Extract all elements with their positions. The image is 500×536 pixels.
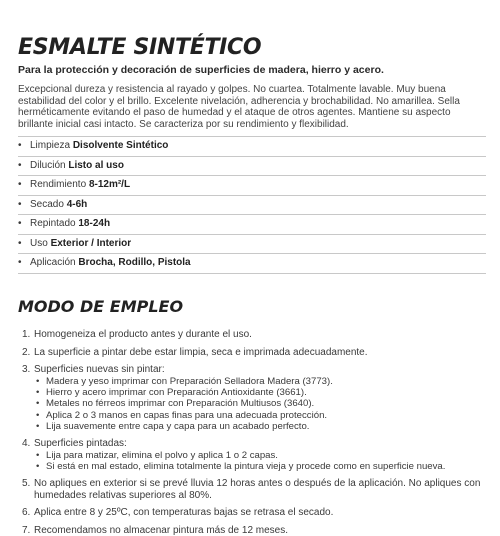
spec-row-aplicacion [18, 253, 486, 274]
step-number: 5. [22, 477, 31, 489]
spec-row-limpieza [18, 136, 486, 156]
usage-title: MODO DE EMPLEO [18, 296, 184, 316]
bullet-icon: • [18, 257, 22, 269]
spec-label: Repintado [30, 218, 76, 230]
spec-value: Brocha, Rodillo, Pistola [78, 257, 191, 269]
spec-row-rendimiento [18, 175, 486, 195]
usage-step [18, 329, 486, 341]
spec-row-repintado [18, 214, 486, 234]
step-number: 6. [22, 507, 31, 519]
step-text: La superficie a pintar debe estar limpia, seca e imprimada adecuadamente. [34, 346, 368, 358]
bullet-icon: • [18, 218, 22, 230]
spec-label: Uso [30, 237, 48, 249]
spec-row-dilucion [18, 156, 486, 176]
product-subtitle: Para la protección y decoración de superficies de madera, hierro y acero. [18, 64, 384, 76]
spec-value: Listo al uso [68, 159, 124, 171]
step-number: 4. [22, 437, 31, 449]
sub-item: • Hierro y acero imprimar con Preparación Antioxidante (3661). [36, 387, 486, 398]
usage-step [18, 438, 486, 472]
bullet-icon: • [18, 140, 22, 152]
bullet-icon: • [18, 237, 22, 249]
spec-label: Dilución [30, 159, 66, 171]
spec-row-secado [18, 195, 486, 215]
usage-step [18, 525, 486, 536]
usage-step [18, 478, 486, 501]
spec-row-uso [18, 234, 486, 254]
bullet-icon: • [18, 159, 22, 171]
sub-item: • Lija para matizar, elimina el polvo y aplica 1 o 2 capas. [36, 450, 486, 461]
spec-label: Rendimiento [30, 179, 87, 191]
step-sublist [34, 450, 486, 472]
product-title: ESMALTE SINTÉTICO [18, 35, 262, 60]
spec-value: 18-24h [78, 218, 111, 230]
spec-label: Limpieza [30, 140, 71, 152]
step-number: 3. [22, 364, 31, 376]
spec-value: 4-6h [66, 198, 88, 210]
step-sublist [34, 376, 486, 432]
sub-item: • Si está en mal estado, elimina totalmente la pintura vieja y procede como en superficie nueva. [36, 461, 486, 472]
step-text: No apliques en exterior si se prevé lluvia 12 horas antes o después de la aplicación. No apliques con humedades relativas superiores al 80%. [34, 477, 481, 501]
step-text: Aplica entre 8 y 25ºC, con temperaturas bajas se retrasa el secado. [34, 507, 334, 519]
step-number: 7. [22, 524, 31, 536]
product-description: Excepcional dureza y resistencia al rayado y golpes. No cuartea. Totalmente lavable. Muy buena estabilidad del color y el brillo. Excelente nivelación, adherencia y brochabilidad. No amarillea. Sella herméticamente evitando el paso de humedad y el ataque de otros agentes. Mantiene su aspecto brillante inicial casi intacto. Se caracteriza por su rendimiento y flexibilidad. [18, 84, 460, 130]
spec-value: Exterior / Interior [50, 237, 132, 249]
sub-item: • Lija suavemente entre capa y capa para un acabado perfecto. [36, 421, 486, 432]
step-number: 2. [22, 346, 31, 358]
usage-step [18, 364, 486, 432]
spec-value: Disolvente Sintético [72, 140, 169, 152]
bullet-icon: • [18, 179, 22, 191]
spec-value: 8-12m²/L [88, 179, 131, 191]
step-number: 1. [22, 329, 31, 341]
sub-item: • Madera y yeso imprimar con Preparación Selladora Madera (3773). [36, 376, 486, 387]
spec-label: Secado [30, 198, 64, 210]
step-text: Homogeneiza el producto antes y durante el uso. [34, 329, 252, 341]
step-text: Superficies nuevas sin pintar: [34, 364, 165, 376]
sub-item: • Aplica 2 o 3 manos en capas finas para una adecuada protección. [36, 410, 486, 421]
specs-list [18, 136, 486, 274]
usage-step [18, 347, 486, 359]
step-text: Recomendamos no almacenar pintura más de 12 meses. [34, 524, 289, 536]
usage-steps [18, 329, 486, 536]
spec-label: Aplicación [30, 257, 76, 269]
step-text: Superficies pintadas: [34, 437, 127, 449]
sub-item: • Metales no férreos imprimar con Preparación Multiusos (3640). [36, 398, 486, 409]
bullet-icon: • [18, 198, 22, 210]
usage-step [18, 507, 486, 519]
